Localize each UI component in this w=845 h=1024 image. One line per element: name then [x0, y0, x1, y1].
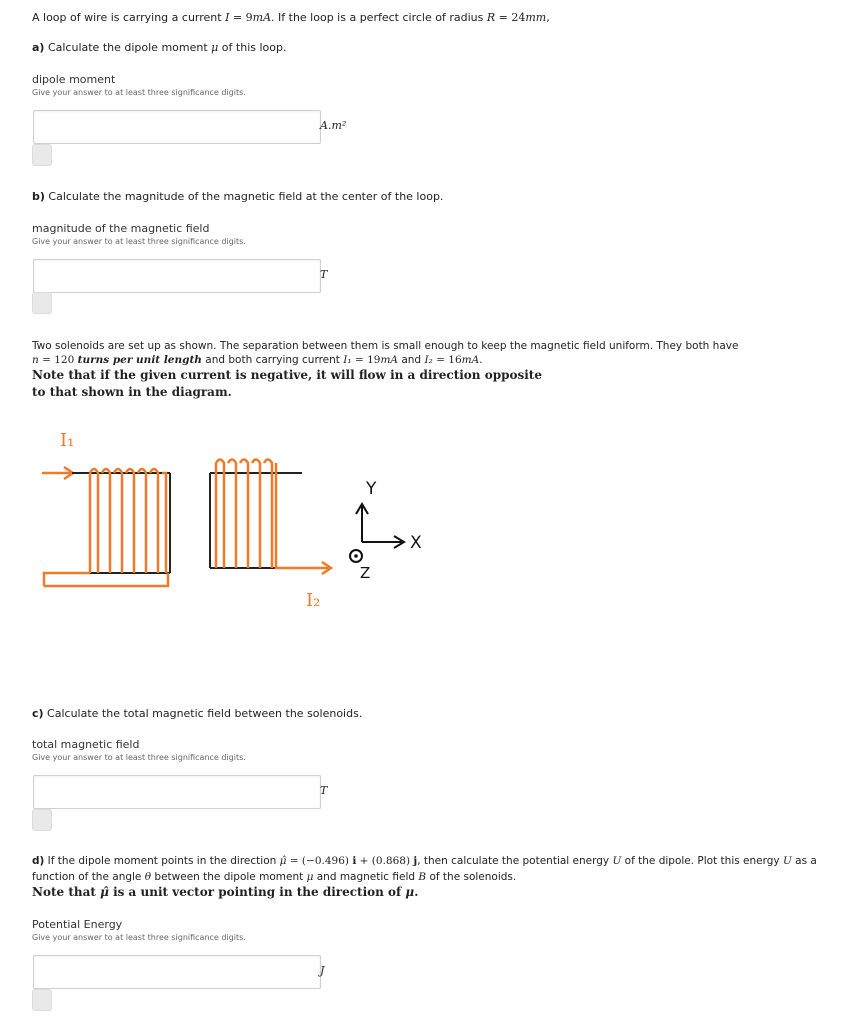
magnetic-field-input[interactable] — [33, 259, 321, 293]
axis-indicator — [350, 479, 422, 582]
magnetic-field-label: magnitude of the magnetic field — [32, 222, 210, 235]
check-button-d[interactable] — [32, 989, 52, 1011]
total-field-hint: Give your answer to at least three significance digits. — [32, 753, 246, 762]
solenoid-description: Two solenoids are set up as shown. The separation between them is small enough to keep the magnetic field uniform. They both have — [32, 340, 739, 352]
total-field-unit: T — [320, 784, 328, 797]
total-field-label: total magnetic field — [32, 738, 140, 751]
dipole-moment-label: dipole moment — [32, 73, 116, 86]
magnetic-field-unit: T — [320, 268, 328, 281]
intro-text: A loop of wire is carrying a current I = 9mA. If the loop is a perfect circle of radius R = 24mm, — [32, 11, 550, 24]
part-b-question: b) Calculate the magnitude of the magnetic field at the center of the loop. — [32, 190, 444, 203]
potential-energy-hint: Give your answer to at least three significance digits. — [32, 933, 246, 942]
right-solenoid — [210, 460, 331, 575]
part-d-question-line-1: d) If the dipole moment points in the direction μ̂ = (−0.496) i + (0.868) j, then calculate the potential energy U of the dipole. Plot this energy U as a — [32, 855, 817, 867]
part-d-question-line-2: function of the angle θ between the dipole moment μ and magnetic field B of the solenoids. — [32, 871, 517, 883]
axis-z-label: Z — [360, 564, 371, 582]
solenoid-note-line-1: Note that if the given current is negative, it will flow in a direction opposite — [32, 368, 542, 382]
solenoid-values: n = 120 turns per unit length and both carrying current I₁ = 19mA and I₂ = 16mA. — [32, 354, 483, 366]
current-I1-label: I₁ — [60, 430, 75, 451]
current-I2-label: I₂ — [306, 590, 321, 611]
axis-x-label: X — [410, 533, 422, 553]
part-c-question: c) Calculate the total magnetic field between the solenoids. — [32, 707, 363, 720]
solenoid-diagram — [30, 418, 450, 618]
part-a-question: a) Calculate the dipole moment μ of this loop. — [32, 41, 287, 54]
check-button-a[interactable] — [32, 144, 52, 166]
potential-energy-unit: J — [320, 964, 325, 977]
axis-y-label: Y — [366, 479, 377, 499]
part-d-note: Note that μ̂ is a unit vector pointing in the direction of μ. — [32, 885, 419, 899]
total-field-input[interactable] — [33, 775, 321, 809]
potential-energy-input[interactable] — [33, 955, 321, 989]
magnetic-field-hint: Give your answer to at least three significance digits. — [32, 237, 246, 246]
dipole-moment-hint: Give your answer to at least three significance digits. — [32, 88, 246, 97]
check-button-c[interactable] — [32, 809, 52, 831]
check-button-b[interactable] — [32, 292, 52, 314]
dipole-moment-unit: A.m² — [320, 119, 347, 132]
dipole-moment-input[interactable] — [33, 110, 321, 144]
solenoid-note-line-2: to that shown in the diagram. — [32, 385, 232, 399]
left-solenoid — [42, 467, 170, 586]
potential-energy-label: Potential Energy — [32, 918, 123, 931]
